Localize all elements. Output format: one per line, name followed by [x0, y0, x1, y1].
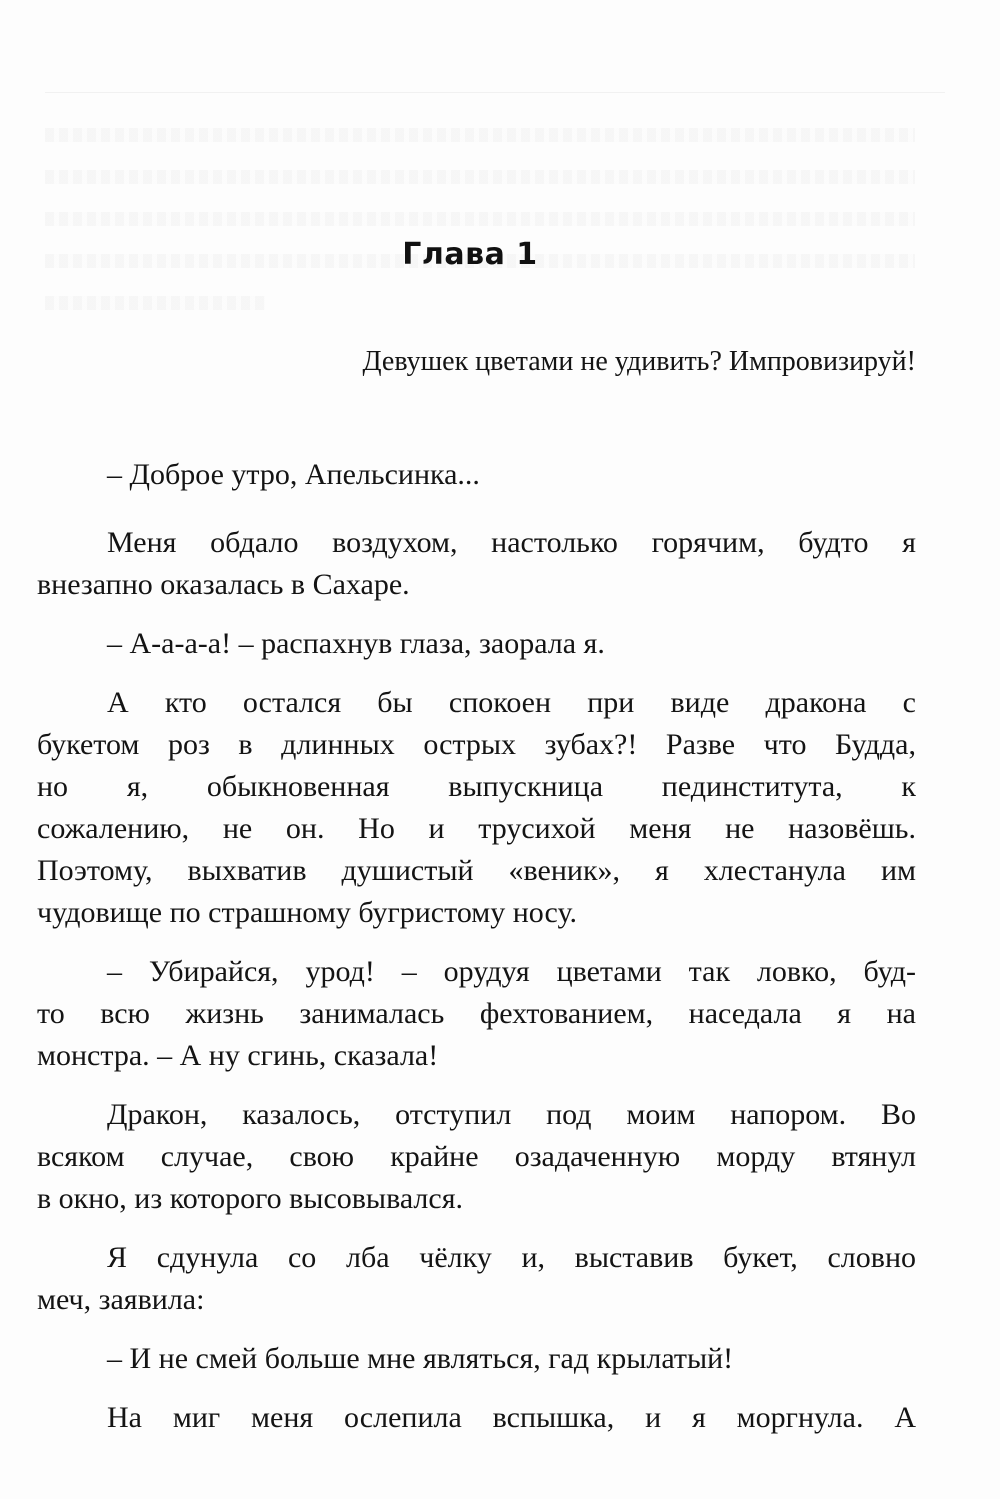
bleed-through-text [45, 128, 915, 142]
paragraph-line: то всю жизнь занималась фехтованием, наседала я на [37, 997, 916, 1030]
bleed-through-text [45, 296, 265, 310]
paragraph-line: чудовище по страшному бугристому носу. [37, 896, 577, 929]
paragraph-line: Я сдунула со лба чёлку и, выставив букет, словно [107, 1241, 916, 1274]
paragraph-line: – Доброе утро, Апельсинка... [107, 458, 480, 491]
bleed-through-text [45, 170, 915, 184]
paragraph-line: Меня обдало воздухом, настолько горячим, будто я [107, 526, 916, 559]
paragraph-line: Поэтому, выхватив душистый «веник», я хлестанула им [37, 854, 916, 887]
paragraph-line: всяком случае, свою крайне озадаченную морду втянул [37, 1140, 916, 1173]
paragraph-line: в окно, из которого высовывался. [37, 1182, 464, 1215]
paragraph-line: Дракон, казалось, отступил под моим напором. Во [107, 1098, 916, 1131]
bleed-through-text [45, 212, 915, 226]
paragraph-line: монстра. – А ну сгинь, сказала! [37, 1039, 439, 1072]
bleed-through-rule [45, 92, 945, 93]
paragraph-line: – Убирайся, урод! – орудуя цветами так ловко, буд- [107, 955, 916, 988]
chapter-title: Глава 1 [402, 237, 538, 272]
paragraph-line: – А-а-а-а! – распахнув глаза, заорала я. [107, 627, 605, 660]
paragraph-line: сожалению, не он. Но и трусихой меня не назовёшь. [37, 812, 916, 845]
paragraph-line: А кто остался бы спокоен при виде дракона с [107, 686, 916, 719]
paragraph-line: букетом роз в длинных острых зубах?! Разве что Будда, [37, 728, 916, 761]
paragraph-line: На миг меня ослепила вспышка, и я моргнула. А [107, 1401, 916, 1434]
paragraph-line: меч, заявила: [37, 1283, 205, 1316]
paragraph-line: внезапно оказалась в Сахаре. [37, 568, 410, 601]
paragraph-line: но я, обыкновенная выпускница пединститута, к [37, 770, 916, 803]
paragraph-line: – И не смей больше мне являться, гад крылатый! [107, 1342, 734, 1375]
chapter-epigraph: Девушек цветами не удивить? Импровизируй! [362, 346, 916, 377]
